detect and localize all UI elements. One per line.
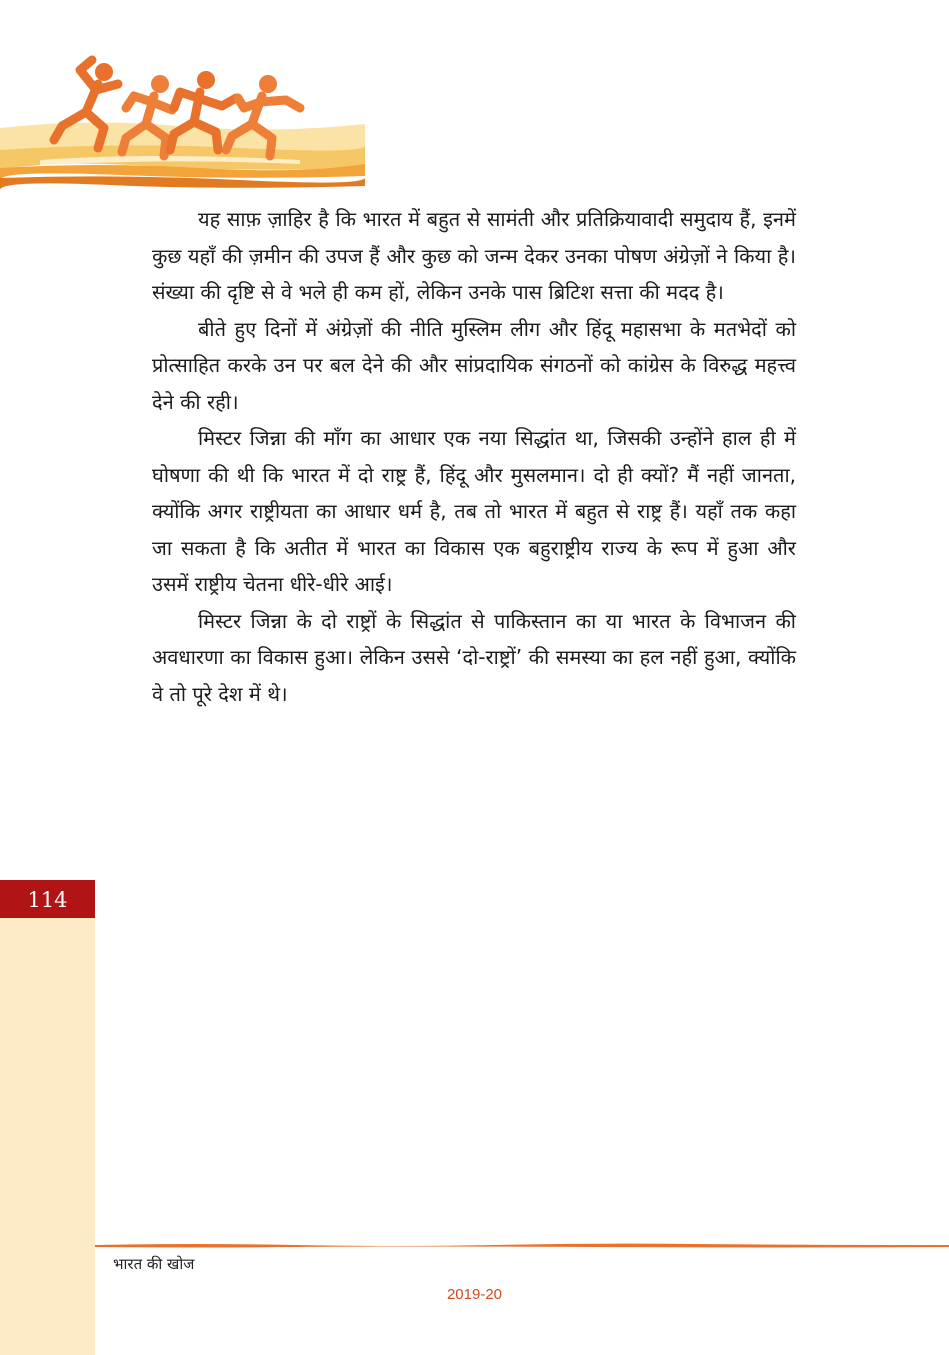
footer-book-title: भारत की खोज (113, 1255, 195, 1273)
running-figures-icon (0, 0, 365, 195)
paragraph: बीते हुए दिनों में अंग्रेज़ों की नीति मुस्लिम लीग और हिंदू महासभा के मतभेदों को प्रोत्साहित करके उन पर बल देने की और सांप्रदायिक संगठनों को कांग्रेस के विरुद्ध महत्त्व देने की रही। (152, 316, 796, 414)
body-text (152, 201, 796, 712)
page-number-badge (0, 880, 95, 918)
paragraph: मिस्टर जिन्ना की माँग का आधार एक नया सिद्धांत था, जिसकी उन्होंने हाल ही में घोषणा की थी कि भारत में दो राष्ट्र हैं, हिंदू और मुसलमान। दो ही क्यों? मैं नहीं जानता, क्योंकि अगर राष्ट्रीयता का आधार धर्म है, तब तो भारत में बहुत से राष्ट्र हैं। यहाँ तक कहा जा सकता है कि अतीत में भारत का विकास एक बहुराष्ट्रीय राज्य के रूप में हुआ और उसमें राष्ट्रीय चेतना धीरे-धीरे आई। (152, 426, 796, 596)
paragraph: यह साफ़ ज़ाहिर है कि भारत में बहुत से सामंती और प्रतिक्रियावादी समुदाय हैं, इनमें कुछ यहाँ की ज़मीन की उपज हैं और कुछ को जन्म देकर उनका पोषण अंग्रेज़ों ने किया है। संख्या की दृष्टि से वे भले ही कम हों, लेकिन उनके पास ब्रिटिश सत्ता की मदद है। (152, 207, 796, 304)
footer-year: 2019-20 (446, 1286, 503, 1303)
side-strip (0, 880, 95, 1355)
footer-divider (95, 1242, 949, 1248)
page-number: 114 (27, 888, 68, 912)
paragraph: मिस्टर जिन्ना के दो राष्ट्रों के सिद्धांत से पाकिस्तान का या भारत के विभाजन की अवधारणा का विकास हुआ। लेकिन उससे ‘दो-राष्ट्रों’ की समस्या का हल नहीं हुआ, क्योंकि वे तो पूरे देश में थे। (152, 608, 796, 706)
